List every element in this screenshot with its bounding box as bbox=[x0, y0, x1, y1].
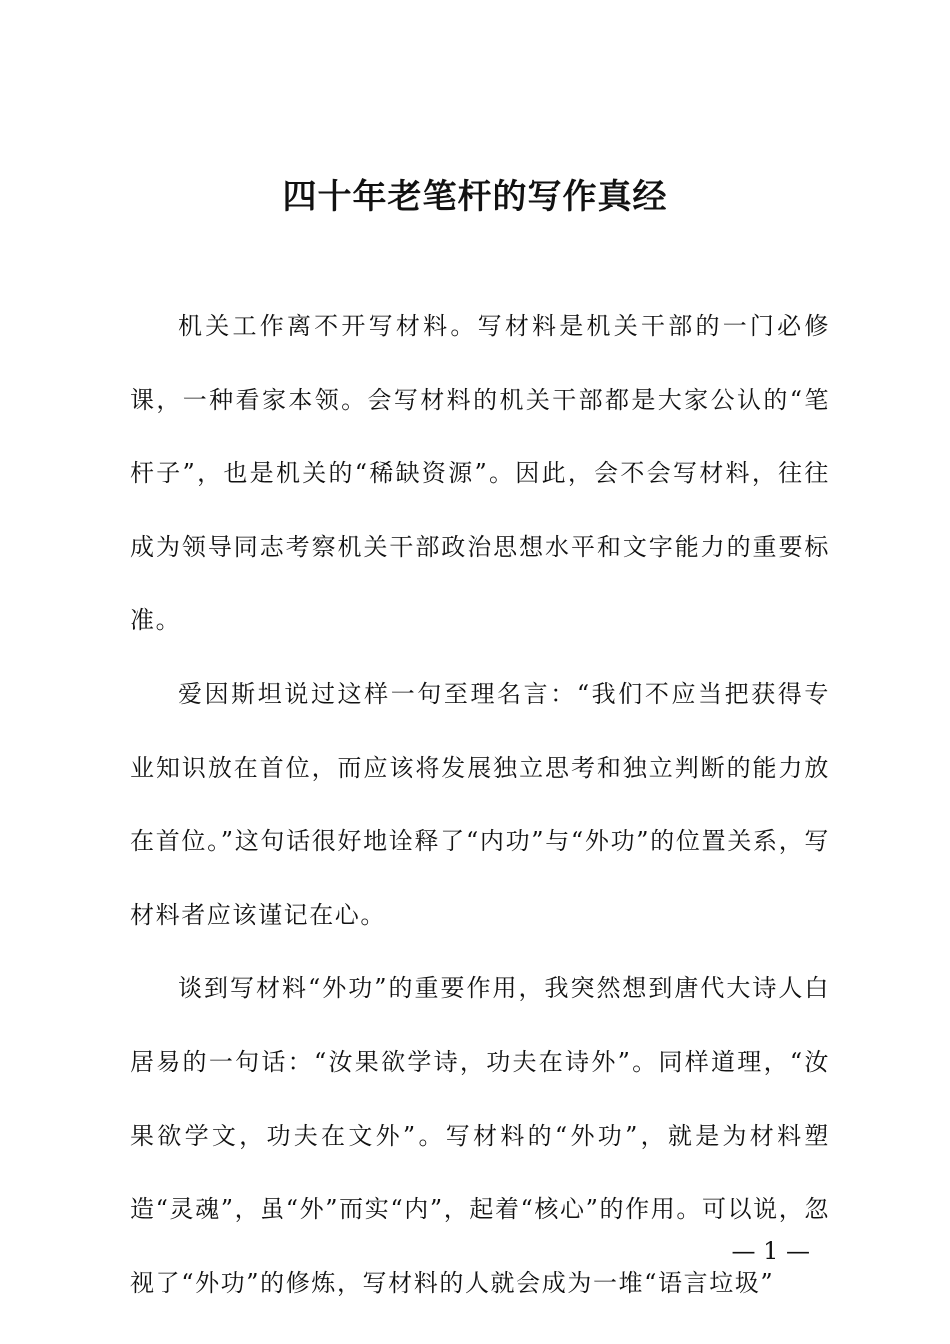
page-number: — 1 — bbox=[731, 1237, 810, 1265]
document-body bbox=[130, 290, 830, 1320]
document-title: 四十年老笔杆的写作真经 bbox=[282, 177, 668, 217]
paragraph-3: 谈到写材料“外功”的重要作用，我突然想到唐代大诗人白居易的一句话：“汝果欲学诗，功夫在诗外”。同样道理，“汝果欲学文，功夫在文外”。写材料的“外功”，就是为材料塑造“灵魂”，虽“外”而实“内”，起着“核心”的作用。可以说，忽视了“外功”的修炼，写材料的人就会成为一堆“语言垃圾” bbox=[130, 974, 830, 1297]
paragraph-1: 机关工作离不开写材料。写材料是机关干部的一门必修课，一种看家本领。会写材料的机关干部都是大家公认的“笔杆子”，也是机关的“稀缺资源”。因此，会不会写材料，往往成为领导同志考察机关干部政治思想水平和文字能力的重要标准。 bbox=[130, 312, 830, 635]
paragraph-2: 爱因斯坦说过这样一句至理名言：“我们不应当把获得专业知识放在首位，而应该将发展独立思考和独立判断的能力放在首位。”这句话很好地诠释了“内功”与“外功”的位置关系，写材料者应该谨记在心。 bbox=[130, 679, 830, 929]
